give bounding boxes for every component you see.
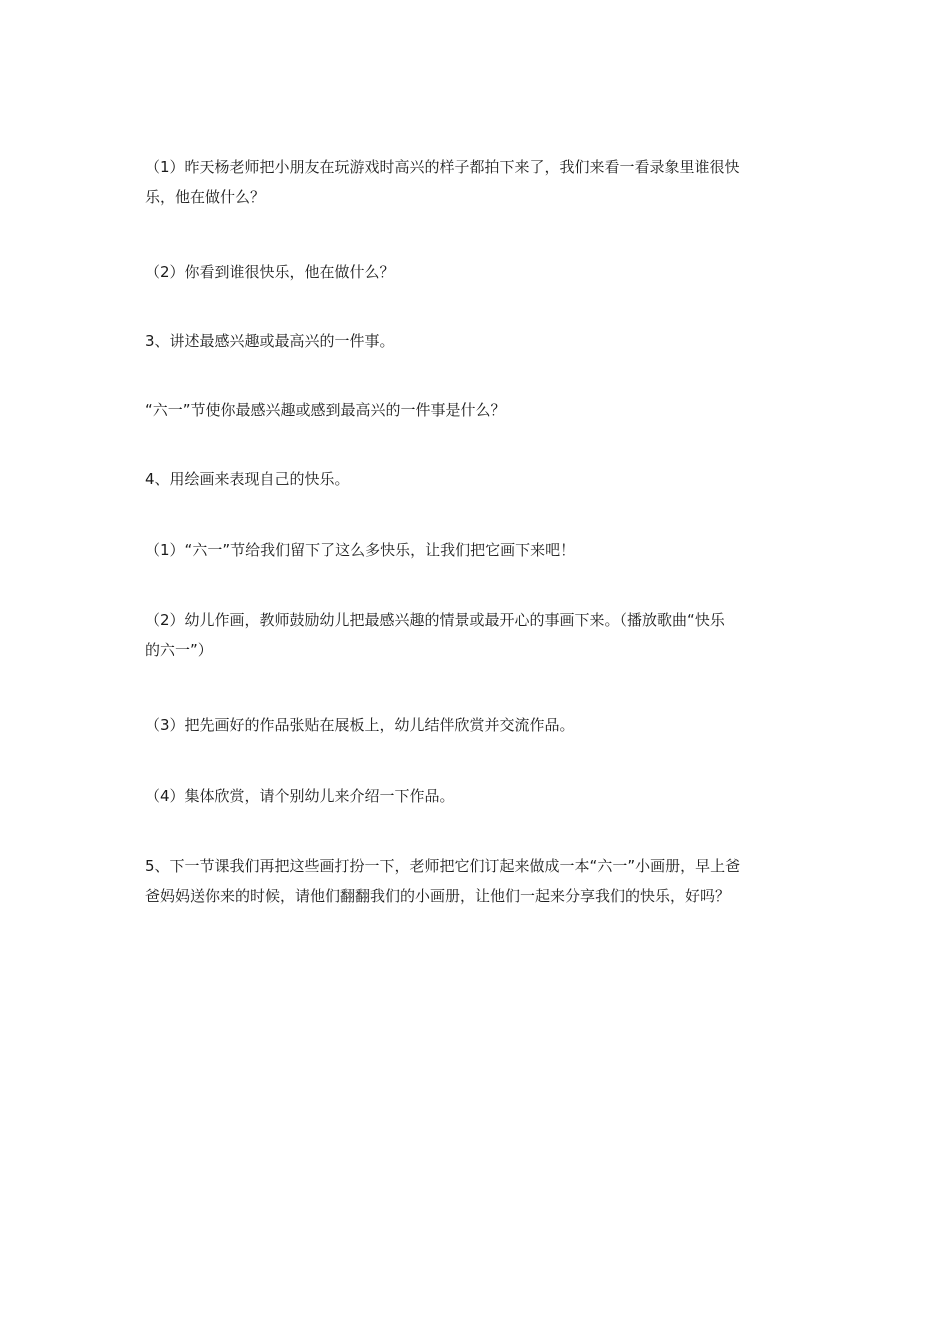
section-heading-5 bbox=[145, 851, 810, 911]
paragraph-line: “六一”节使你最感兴趣或感到最高兴的一件事是什么？ bbox=[145, 401, 506, 419]
paragraph-line: （2）你看到谁很快乐，他在做什么？ bbox=[145, 263, 395, 281]
paragraph-line: （1）“六一”节给我们留下了这么多快乐，让我们把它画下来吧！ bbox=[145, 541, 576, 559]
paragraph-line: 3、讲述最感兴趣或最高兴的一件事。 bbox=[145, 332, 395, 350]
paragraph-step-1 bbox=[145, 535, 810, 565]
paragraph-line: 乐，他在做什么？ bbox=[145, 188, 266, 206]
paragraph-line: 5、下一节课我们再把这些画打扮一下，老师把它们订起来做成一本“六一”小画册，早上爸 bbox=[145, 857, 741, 875]
paragraph-step-4 bbox=[145, 781, 810, 811]
paragraph-line: （4）集体欣赏，请个别幼儿来介绍一下作品。 bbox=[145, 787, 455, 805]
paragraph-line: 4、用绘画来表现自己的快乐。 bbox=[145, 470, 350, 488]
paragraph-line: （3）把先画好的作品张贴在展板上，幼儿结伴欣赏并交流作品。 bbox=[145, 716, 575, 734]
paragraph-question-video bbox=[145, 152, 810, 212]
section-heading-4 bbox=[145, 464, 810, 494]
paragraph-question-who-happy bbox=[145, 257, 810, 287]
paragraph-line: （2）幼儿作画，教师鼓励幼儿把最感兴趣的情景或最开心的事画下来。（播放歌曲“快乐 bbox=[145, 611, 725, 629]
paragraph-line: 爸妈妈送你来的时候，请他们翻翻我们的小画册，让他们一起来分享我们的快乐，好吗？ bbox=[145, 887, 731, 905]
paragraph-step-3 bbox=[145, 710, 810, 740]
paragraph-question-liuyi bbox=[145, 395, 810, 425]
paragraph-step-2 bbox=[145, 605, 810, 665]
section-heading-3 bbox=[145, 326, 810, 356]
paragraph-line: （1）昨天杨老师把小朋友在玩游戏时高兴的样子都拍下来了，我们来看一看录象里谁很快 bbox=[145, 158, 740, 176]
paragraph-line: 的六一”） bbox=[145, 641, 213, 659]
